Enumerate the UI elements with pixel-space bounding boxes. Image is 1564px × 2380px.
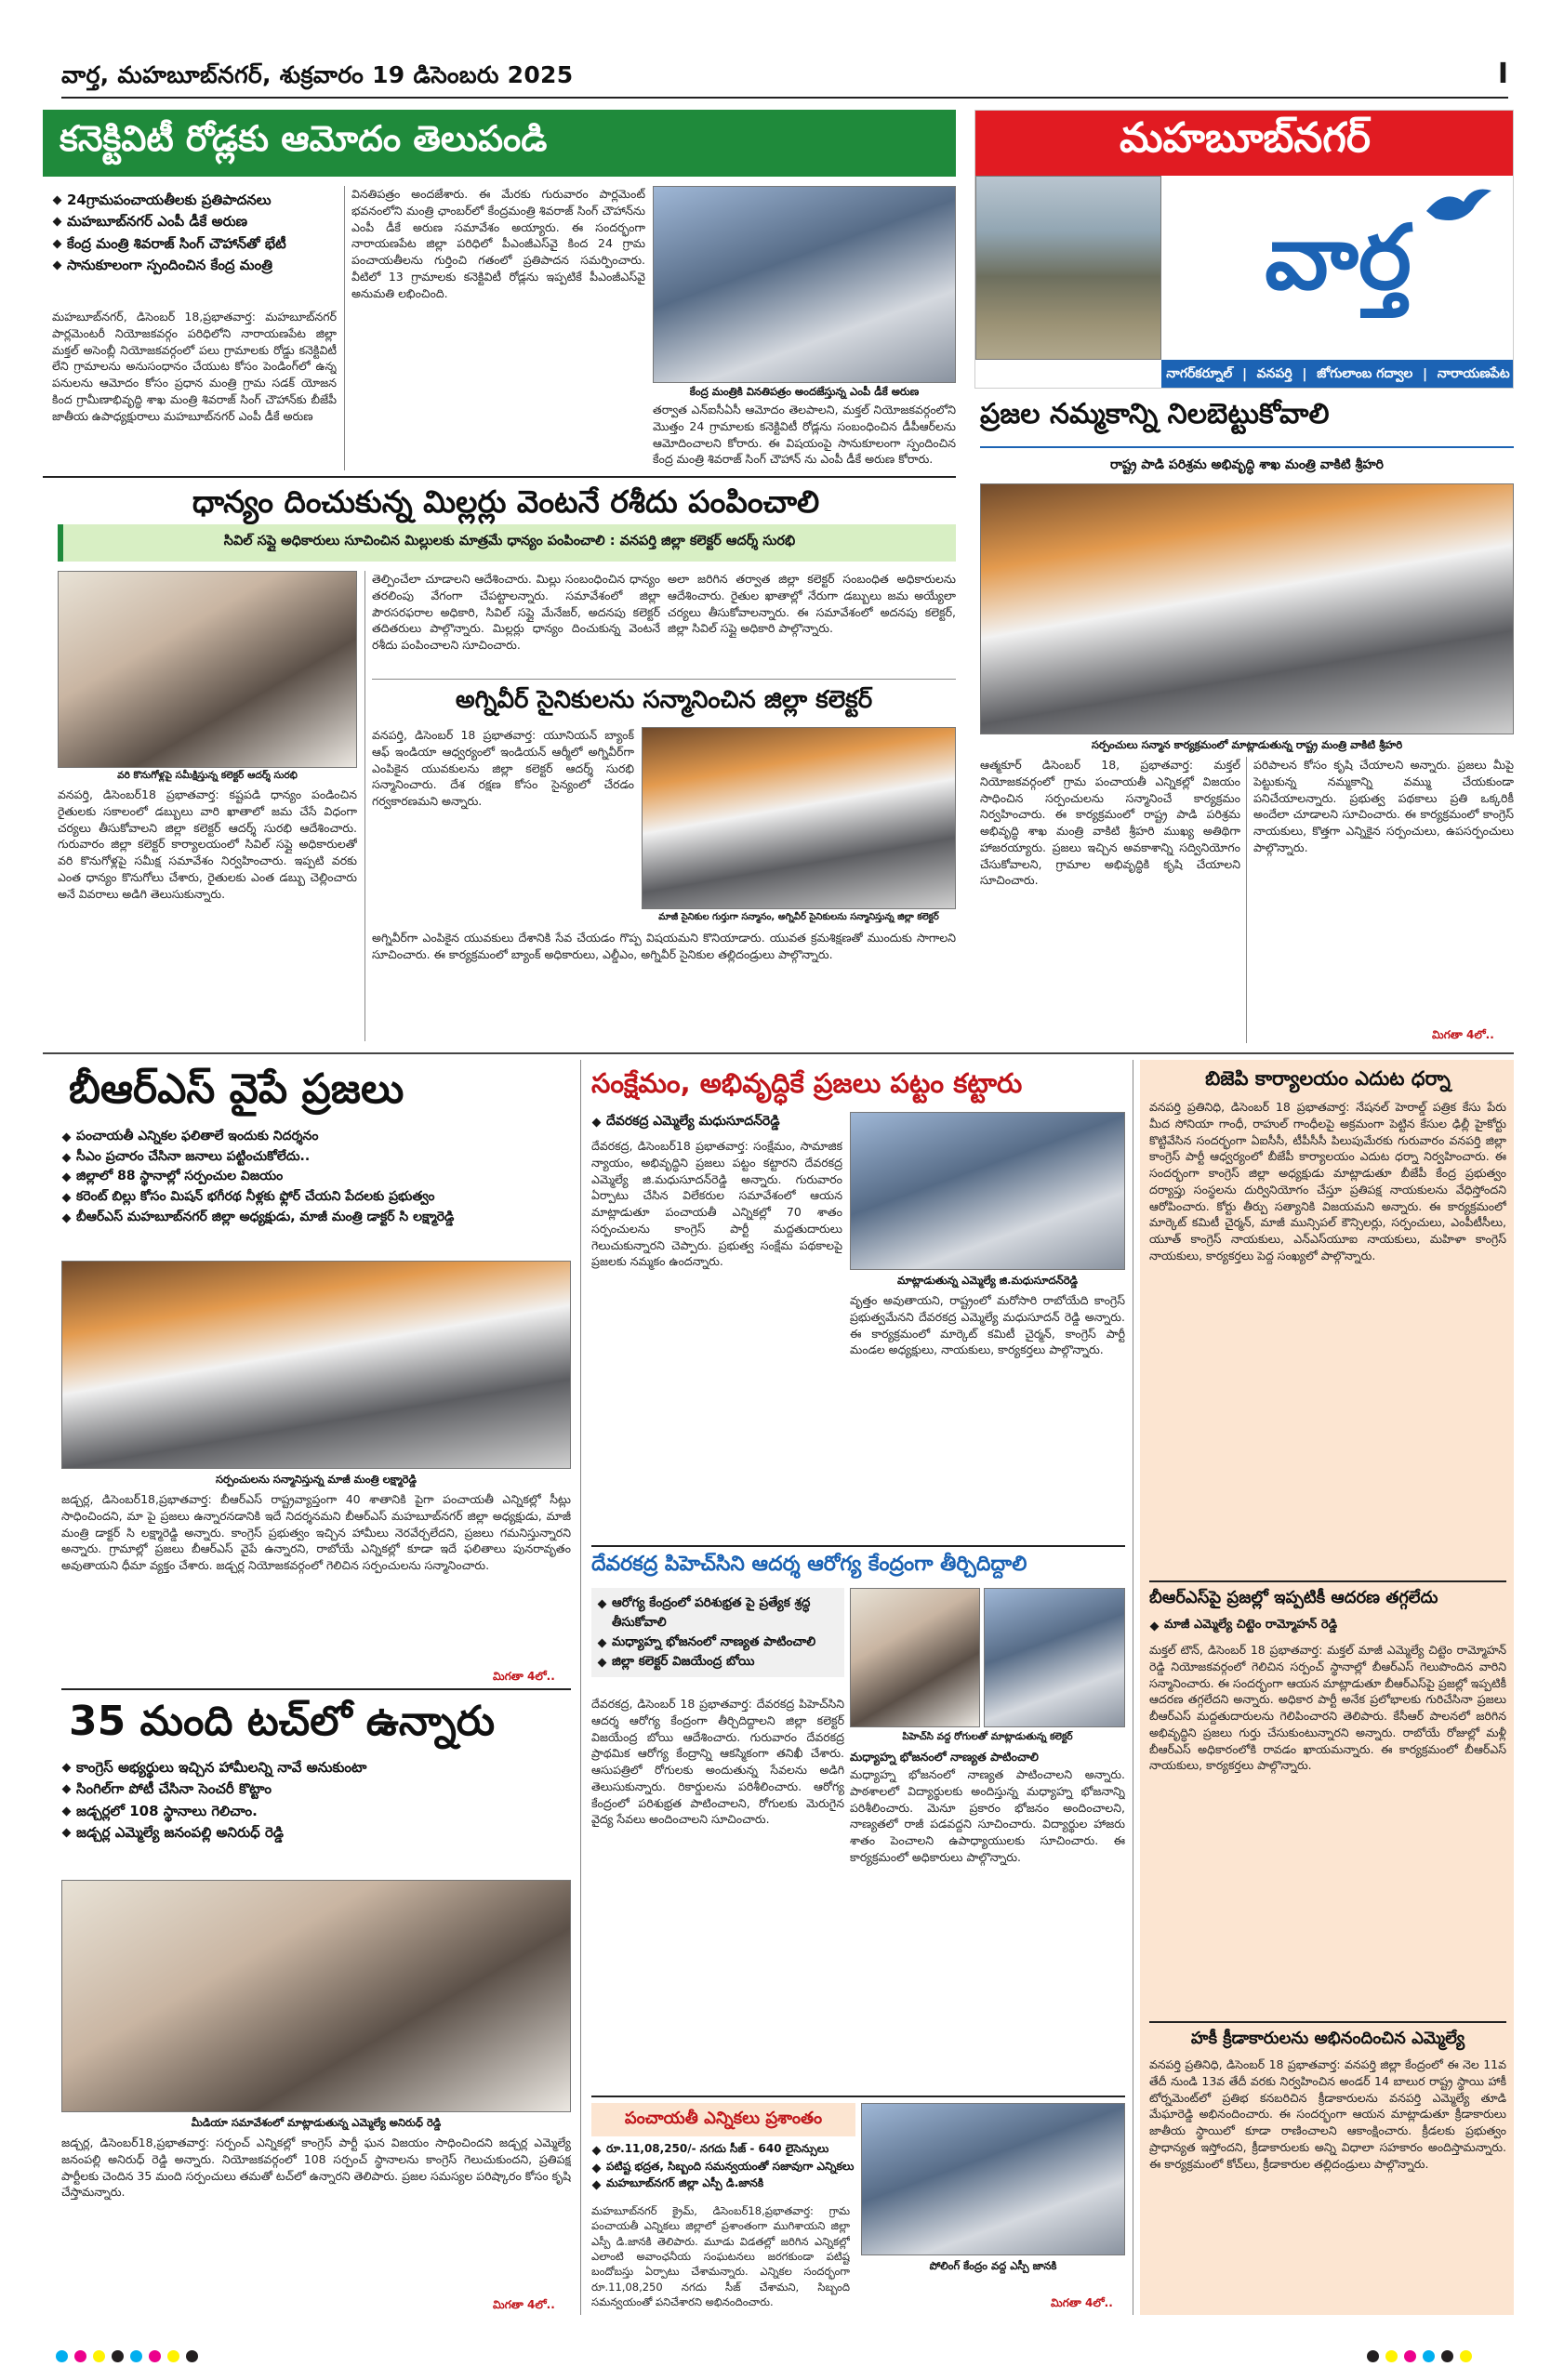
- magenta-dot: [74, 2350, 86, 2362]
- edition-label: నారాయణపేట: [1437, 365, 1510, 381]
- panchayat-bullet: రూ.11,08,250/- నగదు సీజ్ - 640 లైసెన్సులు: [591, 2140, 855, 2158]
- black-dot: [186, 2350, 198, 2362]
- section-rule: [43, 476, 956, 478]
- masthead-logo-area: [1161, 176, 1514, 360]
- trust-photo-caption: సర్పంచులు సన్మాన కార్యక్రమంలో మాట్లాడుతున్న రాష్ట్ర మంత్రి వాకిటి శ్రీహరి: [1091, 738, 1403, 751]
- section-rule: [591, 1545, 1125, 1547]
- agniveer-body-col2: అగ్నివీర్‌గా ఎంపికైన యువకులు దేశానికి సేవ చేయడం గొప్ప విషయమని కొనియాడారు. యువత క్రమశిక్షణతో ముందుకు సాగాలని సూచించారు. ఈ కార్యక్రమంలో బ్యాంక్ అధికారులు, ఎల్డీఎం, అగ్నివీర్ సైనికుల తల్లిదండ్రులు పాల్గొన్నారు.: [372, 931, 956, 961]
- connectivity-bullet: కేంద్ర మంత్రి శివరాజ్ సింగ్ చౌహాన్‌తో భేటీ: [52, 233, 344, 255]
- brs-bullet: సీఎం ప్రచారం చేసినా జనాలు పట్టించుకోలేదు..: [61, 1147, 567, 1168]
- brs2-bullet: మాజీ ఎమ్మెల్యే చిట్టెం రామ్మోహన్ రెడ్డి: [1149, 1616, 1506, 1634]
- trust-headline: ప్రజల నమ్మకాన్ని నిలబెట్టుకోవాలి: [980, 398, 1330, 430]
- connectivity-bullet: 24గ్రామపంచాయతీలకు ప్రతిపాదనలు: [52, 190, 344, 211]
- brs-bullet: కరెంట్ బిల్లు కోసం మిషన్ భగీరథ నీళ్లకు ఫ్లోర్ చేయని పేదలకు ప్రభుత్వం: [61, 1187, 567, 1208]
- panchayat-headline: పంచాయతీ ఎన్నికలు ప్రశాంతం: [624, 2108, 823, 2128]
- cyan-dot: [56, 2350, 68, 2362]
- welfare-body-col1: దేవరకద్ర, డిసెంబర్18 ప్రభాతవార్త: సంక్షేమం, సామాజిక న్యాయం, అభివృద్ధిని ప్రజలు పట్టం కట్టారని దేవరకద్ర ఎమ్మెల్యే జి.మధుసూదన్‌రెడ్డి అన్నారు. గురువారం ఏర్పాటు చేసిన విలేకరుల సమావేశంలో ఆయన మాట్లాడుతూ పంచాయతీ ఎన్నికల్లో 70 శాతం సర్పంచులను కాంగ్రెస్ పార్టీ మద్దతుదారులు గెలుచుకున్నారని చెప్పారు. ప్రభుత్వ సంక్షేమ పథకాలపై ప్రజలకు నమ్మకం ఉందన్నారు.: [591, 1139, 842, 1269]
- connectivity-bullets: [52, 190, 344, 276]
- hospital-bullet: జిల్లా కలెక్టర్ విజయేంద్ర బోయి: [597, 1652, 839, 1672]
- trust-photo: [980, 483, 1514, 734]
- yellow-dot: [167, 2350, 179, 2362]
- column-rule: [1246, 757, 1247, 1043]
- dove-icon: [1422, 183, 1496, 230]
- page-number: I: [1497, 58, 1508, 90]
- sports-headline: హకీ క్రీడాకారులను అభినందించిన ఎమ్మెల్యే: [1190, 2029, 1465, 2048]
- yellow-dot: [1460, 2350, 1472, 2362]
- section-rule: [61, 1688, 571, 1690]
- touch-body: జడ్చర్ల, డిసెంబర్18,ప్రభాతవార్త: సర్పంచ్ ఎన్నికల్లో కాంగ్రెస్ పార్టీ ఘన విజయం సాధించిందని జడ్చర్ల ఎమ్మెల్యే జనంపల్లి అనిరుధ్ రెడ్డి అన్నారు. నియోజకవర్గంలో 108 సర్పంచ్ స్థానాలను కాంగ్రెస్ గెలుచుకుందని, ప్రతిపక్ష పార్టీలకు చెందిన 35 మంది సర్పంచులు తమతో టచ్‌లో ఉన్నారని తెలిపారు. ప్రజల సమస్యల పరిష్కారం కోసం కృషి చేస్తామన్నారు.: [61, 2135, 571, 2200]
- edition-separator: |: [1302, 367, 1307, 382]
- masthead-dam-photo: [975, 176, 1161, 360]
- magenta-dot: [1404, 2350, 1416, 2362]
- edition-label: నాగర్‌కర్నూల్: [1166, 365, 1233, 381]
- panchayat-body: మహబూబ్‌నగర్ క్రైమ్, డిసెంబర్18,ప్రభాతవార్త: గ్రామ పంచాయతీ ఎన్నికలు జిల్లాలో ప్రశాంతంగా ముగిశాయని జిల్లా ఎస్పీ డి.జానకి తెలిపారు. మూడు విడతల్లో జరిగిన ఎన్నికల్లో ఎలాంటి అవాంఛనీయ సంఘటనలు జరగకుండా పటిష్ట బందోబస్తు ఏర్పాటు చేశామన్నారు. ఎన్నికల సందర్భంగా రూ.11,08,250 నగదు సీజ్ చేశామని, సిబ్బంది సమన్వయంతో పనిచేశారని అభినందించారు.: [591, 2204, 850, 2308]
- millers-body-col1: వనపర్తి, డిసెంబర్18 ప్రభాతవార్త: కష్టపడి ధాన్యం పండించిన రైతులకు సకాలంలో డబ్బులు వారి ఖాతాలో జమ చేసే విధంగా చర్యలు తీసుకోవాలని జిల్లా కలెక్టర్ ఆదర్శ్ సురభి ఆదేశించారు. గురువారం జిల్లా కలెక్టర్ కార్యాలయంలో సివిల్ సప్లై అధికారులతో వరి కొనుగోళ్లపై సమీక్ష సమావేశం నిర్వహించారు. ఇప్పటి వరకు ఎంత ధాన్యం కొనుగోలు చేశారు, రైతులకు ఎంత డబ్బు చెల్లించారు అనే వివరాలు అడిగి తెలుసుకున్నారు.: [58, 787, 357, 901]
- brs-bullet: పంచాయతీ ఎన్నికల ఫలితాలే ఇందుకు నిదర్శనం: [61, 1127, 567, 1147]
- touch-bullets: [61, 1757, 571, 1844]
- connectivity-body-col3: తర్వాత ఎన్ఐసీఏసీ ఆమోదం తెలపాలని, మక్తల్ నియోజకవర్గంలోని మొత్తం 24 గ్రామాలకు కనెక్టివిటీ రోడ్లను సంబంధించిన డీపీఆర్‌లను ఆమోదించాలని కోరారు. ఈ విషయంపై సానుకూలంగా స్పందించిన కేంద్ర మంత్రి శివరాజ్ సింగ్ చౌహాన్ ను ఎంపీ డీకే అరుణ కోరారు.: [653, 403, 956, 467]
- panchayat-bullets: [591, 2140, 855, 2192]
- brs-body: జడ్చర్ల, డిసెంబర్18,ప్రభాతవార్త: బీఆర్ఎస్ రాష్ట్రవ్యాప్తంగా 40 శాతానికి పైగా పంచాయతీ ఎన్నికల్లో సీట్లు సాధించిందని, మా పై ప్రజలు ఉన్నారనడానికి ఇదే నిదర్శనమని బీఆర్ఎస్ మహబూబ్‌నగర్ జిల్లా అధ్యక్షుడు, మాజీ మంత్రి డాక్టర్ సి లక్ష్మారెడ్డి అన్నారు. కాంగ్రెస్ ప్రభుత్వం ఇచ్చిన హామీలు నెరవేర్చలేదని, ప్రజలు గమనిస్తున్నారని అన్నారు. గ్రామాల్లో ప్రజలు బీఆర్ఎస్ వైపే ఉన్నారని, రాబోయే ఎన్నికల్లో కూడా ఇదే ఫలితాలు పునరావృతం అవుతాయని ధీమా వ్యక్తం చేశారు. జడ్చర్ల నియోజకవర్గంలో గెలిచిన సర్పంచులను సన్మానించారు.: [61, 1492, 571, 1572]
- trust-body-col2: పరిపాలన కోసం కృషి చేయాలని అన్నారు. ప్రజలు మీపై పెట్టుకున్న నమ్మకాన్ని వమ్ము చేయకుండా పనిచేయాలన్నారు. ప్రభుత్వ పథకాలు ప్రతి ఒక్కరికీ అందేలా చూడాలని సూచించారు. ఈ కార్యక్రమంలో కాంగ్రెస్ నాయకులు, కొత్తగా ఎన్నికైన సర్పంచులు, ఉపసర్పంచులు పాల్గొన్నారు.: [1253, 758, 1514, 854]
- column-rule: [344, 186, 345, 470]
- cyan-dot: [130, 2350, 142, 2362]
- masthead-paper-name: వార్త: [1265, 204, 1412, 310]
- edition-label: జోగులాంబ గద్వాల: [1317, 365, 1413, 381]
- connectivity-photo: [653, 186, 956, 383]
- connectivity-headline-band: [43, 110, 956, 177]
- color-registration-dots: [1367, 2348, 1478, 2366]
- panchayat-bullet: పటిష్ట భద్రత, సిబ్బంది సమన్వయంతో సజావుగా ఎన్నికలు: [591, 2158, 855, 2175]
- panchayat-bullet: మహబూబ్‌నగర్ జిల్లా ఎస్పీ డి.జానకి: [591, 2175, 855, 2192]
- welfare-photo: [850, 1112, 1125, 1270]
- brs-photo-caption: సర్పంచులను సన్మానిస్తున్న మాజీ మంత్రి లక్ష్మారెడ్డి: [215, 1473, 417, 1486]
- bjp-headline: బిజెపి కార్యాలయం ఎదుట ధర్నా: [1205, 1067, 1451, 1090]
- panchayat-continued: మిగతా 4లో..: [1051, 2296, 1113, 2309]
- connectivity-bullet: మహబూబ్‌నగర్ ఎంపీ డీకే అరుణ: [52, 211, 344, 232]
- yellow-dot: [93, 2350, 105, 2362]
- hospital-photo-1: [850, 1588, 980, 1727]
- section-rule: [372, 679, 956, 680]
- agniveer-body-col1: వనపర్తి, డిసెంబర్ 18 ప్రభాతవార్త: యూనియన్ బ్యాంక్ ఆఫ్ ఇండియా ఆధ్వర్యంలో ఇండియన్ ఆర్మీలో అగ్నివీర్‌గా ఎంపికైన యువకులను జిల్లా కలెక్టర్ ఆదర్శ్ సురభి సన్మానించారు. దేశ రక్షణ కోసం సైన్యంలో చేరడం గర్వకారణమని అన్నారు.: [372, 728, 634, 808]
- agniveer-photo-caption: మాజీ సైనికుల గుర్తుగా సన్మానం, అగ్నివీర్ సైనికులను సన్మానిస్తున్న జిల్లా కలెక్టర్: [658, 912, 939, 922]
- column-rule: [364, 571, 365, 1041]
- welfare-photo-caption: మాట్లాడుతున్న ఎమ్మెల్యే జి.మధుసూదన్‌రెడ్డి: [896, 1274, 1079, 1287]
- hospital-bullet: మధ్యాహ్న భోజనంలో నాణ్యత పాటించాలి: [597, 1633, 839, 1652]
- trust-subhead: రాష్ట్ర పాడి పరిశ్రమ అభివృద్ధి శాఖ మంత్రి వాకిటి శ్రీహరి: [1110, 457, 1384, 472]
- masthead: [974, 110, 1514, 389]
- color-registration-dots: [56, 2348, 205, 2366]
- millers-photo: [58, 571, 357, 768]
- millers-headline: ధాన్యం దించుకున్న మిల్లర్లు వెంటనే రశీదు పంపించాలి: [192, 483, 820, 520]
- sports-body: వనపర్తి ప్రతినిధి, డిసెంబర్ 18 ప్రభాతవార్త: వనపర్తి జిల్లా కేంద్రంలో ఈ నెల 11వ తేదీ నుండి 13వ తేదీ వరకు నిర్వహించిన అండర్ 14 బాలుర రాష్ట్ర స్థాయి హాకీ టోర్నమెంట్‌లో ప్రతిభ కనబరిచిన క్రీడాకారులను వనపర్తి ఎమ్మెల్యే తూడి మేఘారెడ్డి అభినందించారు. ఈ సందర్భంగా ఆయన మాట్లాడుతూ క్రీడాకారులు జాతీయ స్థాయిలో కూడా రాణించాలని ఆకాంక్షించారు. క్రీడలకు ప్రభుత్వం ప్రాధాన్యత ఇస్తోందని, క్రీడాకారులకు అన్ని విధాలా సహకారం అందిస్తామన్నారు. ఈ కార్యక్రమంలో కోచ్‌లు, క్రీడాకారుల తల్లిదండ్రులు పాల్గొన్నారు.: [1149, 2057, 1506, 2171]
- touch-continued: మిగతా 4లో..: [493, 2298, 555, 2311]
- millers-body-col2: తెల్పించేలా చూడాలని ఆదేశించారు. మిల్లు సంబంధించిన ధాన్యం తరలింపు వేగంగా చేపట్టాలన్నారు. సమావేశంలో జిల్లా పౌరసరఫరాల అధికారి, సివిల్ సప్లై మేనేజర్, అదనపు కలెక్టర్ తదితరులు పాల్గొన్నారు. మిల్లర్లు ధాన్యం దించుకున్న వెంటనే రశీదు పంపించాలని సూచించారు.: [372, 572, 660, 652]
- cyan-dot: [1423, 2350, 1435, 2362]
- column-rule: [580, 1060, 581, 2315]
- brs-bullet: బీఆర్ఎస్ మహబూబ్‌నగర్ జిల్లా అధ్యక్షుడు, మాజీ మంత్రి డాక్టర్ సి లక్ష్మారెడ్డి: [61, 1208, 567, 1228]
- header-rule: [61, 97, 1508, 99]
- welfare-body-col2: వృత్తం అవుతాయని, రాష్ట్రంలో మరోసారి రాబోయేది కాంగ్రెస్ ప్రభుత్వమేనని దేవరకద్ర ఎమ్మెల్యే మధుసూదన్ రెడ్డి అన్నారు. ఈ కార్యక్రమంలో మార్కెట్ కమిటీ చైర్మన్, కాంగ్రెస్ పార్టీ మండల అధ్యక్షులు, నాయకులు, కార్యకర్తలు పాల్గొన్నారు.: [850, 1293, 1125, 1357]
- panchayat-photo-caption: పోలింగ్ కేంద్రం వద్ద ఎస్పీ జానకి: [929, 2259, 1057, 2272]
- hospital-photo-2: [984, 1588, 1125, 1727]
- section-rule: [1149, 2021, 1506, 2023]
- brs2-headline: బీఆర్ఎస్‌పై ప్రజల్లో ఇప్పటికీ ఆదరణ తగ్గలేదు: [1149, 1588, 1438, 1607]
- agniveer-photo: [642, 727, 956, 909]
- running-head: వార్త, మహబూబ్‌నగర్, శుక్రవారం 19 డిసెంబరు 2025: [61, 61, 574, 88]
- touch-bullet: జడ్చర్ల ఎమ్మెల్యే జనంపల్లి అనిరుధ్ రెడ్డి: [61, 1822, 571, 1844]
- connectivity-photo-caption: కేంద్ర మంత్రికి వినతిపత్రం అందజేస్తున్న ఎంపీ డీకే అరుణ: [689, 385, 920, 398]
- yellow-dot: [1385, 2350, 1398, 2362]
- trust-rule: [980, 446, 1514, 448]
- section-rule: [591, 2096, 1125, 2097]
- panchayat-headline-band: [591, 2103, 855, 2136]
- bjp-body: వనపర్తి ప్రతినిధి, డిసెంబర్ 18 ప్రభాతవార్త: నేషనల్ హెరాల్డ్ పత్రిక కేసు పేరు మీద సోనియా గాంధీ, రాహుల్ గాంధీలపై అక్రమంగా పెట్టిన కేసుల ఢిల్లీ హైకోర్టు కొట్టివేసిన సందర్భంగా ఏఐసీసీ, టీపీసీసీ పిలుపుమేరకు గురువారం వనపర్తి జిల్లా కాంగ్రెస్ పార్టీ ఆధ్వర్యంలో బీజేపీ కార్యాలయం ఎదుట ధర్నా నిర్వహించారు. ఈ సందర్భంగా కాంగ్రెస్ జిల్లా అధ్యక్షుడు మాట్లాడుతూ బీజేపీ కేంద్ర ప్రభుత్వం దర్యాప్తు సంస్థలను దుర్వినియోగం చేస్తూ ప్రతిపక్ష నాయకులను వేధిస్తోందని ఆరోపించారు. కోర్టు తీర్పు సత్యానికి విజయమని అన్నారు. ఈ కార్యక్రమంలో మార్కెట్ కమిటీ చైర్మన్, మాజీ మున్సిపల్ కౌన్సిలర్లు, సర్పంచులు, ఎంపీటీసీలు, యూత్ కాంగ్రెస్ నాయకులు, ఎన్ఎస్‌యూఐ నాయకులు, మహిళా కాంగ్రెస్ నాయకులు, కార్యకర్తలు పెద్ద సంఖ్యలో పాల్గొన్నారు.: [1149, 1100, 1506, 1263]
- edition-label: వనపర్తి: [1256, 365, 1292, 381]
- connectivity-body-col1: మహబూబ్‌నగర్, డిసెంబర్ 18,ప్రభాతవార్త: మహబూబ్‌నగర్ పార్లమెంటరీ నియోజకవర్గం పరిధిలోని నారాయణపేట జిల్లా మక్తల్ అసెంబ్లీ నియోజకవర్గంలో పలు గ్రామాలకు రోడ్డు కనెక్టివిటీ లేని గ్రామాలను అనుసంధానం చేయుట కోసం పెండింగ్‌లో ఉన్న పనులను ఆమోదం కోసం ప్రధాన మంత్రి గ్రామ సడక్ యోజన కింద గ్రామీణాభివృద్ధి శాఖ మంత్రి శివరాజ్ సింగ్ చౌహాన్‌కు బీజేపీ జాతీయ ఉపాధ్యక్షురాలు మహబూబ్‌నగర్ ఎంపీ డీకే అరుణ: [52, 310, 337, 423]
- connectivity-headline: కనెక్టివిటీ రోడ్లకు ఆమోదం తెలుపండి: [60, 118, 548, 159]
- welfare-bullets: [591, 1112, 852, 1132]
- masthead-district: మహబూబ్‌నగర్: [975, 111, 1514, 176]
- brs-photo: [61, 1261, 571, 1469]
- agniveer-headline: అగ్నివీర్ సైనికులను సన్మానించిన జిల్లా కలెక్టర్: [455, 686, 873, 714]
- section-rule: [43, 1052, 1514, 1054]
- black-dot: [112, 2350, 124, 2362]
- brs-bullet: జిల్లాలో 88 స్థానాల్లో సర్పంచుల విజయం: [61, 1167, 567, 1187]
- touch-bullet: సింగిల్‌గా పోటీ చేసినా సెంచరీ కొట్టాం: [61, 1778, 571, 1800]
- millers-body-col3: అలా జరిగిన తర్వాత జిల్లా కలెక్టర్ సంబంధిత అధికారులను ఆదేశించారు. రైతుల ఖాతాల్లో నేరుగా డబ్బులు జమ అయ్యేలా చర్యలు తీసుకోవాలన్నారు. ఈ సమావేశంలో అదనపు కలెక్టర్, జిల్లా సివిల్ సప్లై అధికారి పాల్గొన్నారు.: [668, 572, 956, 636]
- brs-continued: మిగతా 4లో..: [493, 1670, 555, 1683]
- millers-photo-caption: వరి కొనుగోళ్లపై సమీక్షిస్తున్న కలెక్టర్ ఆదర్శ్ సురభి: [117, 770, 298, 781]
- touch-headline: 35 మంది టచ్‌లో ఉన్నారు: [69, 1698, 496, 1745]
- edition-separator: |: [1422, 367, 1428, 382]
- edition-separator: |: [1241, 367, 1248, 382]
- hospital-body-col1: దేవరకద్ర, డిసెంబర్ 18 ప్రభాతవార్త: దేవరకద్ర పిహెచ్‌సిని ఆదర్శ ఆరోగ్య కేంద్రంగా తీర్చిదిద్దాలని జిల్లా కలెక్టర్ విజయేంద్ర బోయి ఆదేశించారు. గురువారం దేవరకద్ర ప్రాథమిక ఆరోగ్య కేంద్రాన్ని ఆకస్మికంగా తనిఖీ చేశారు. ఆసుపత్రిలో రోగులకు అందుతున్న సేవలను అడిగి తెలుసుకున్నారు. రికార్డులను పరిశీలించారు. ఆరోగ్య కేంద్రంలో పరిశుభ్రత పాటించాలని, రోగులకు మెరుగైన వైద్య సేవలు అందించాలని సూచించారు.: [591, 1697, 844, 1827]
- touch-photo: [61, 1880, 571, 2112]
- masthead-editions: [1161, 360, 1514, 389]
- hospital-body-col2: మధ్యాహ్న భోజనంలో నాణ్యత పాటించాలని అన్నారు. పాఠశాలలో విద్యార్థులకు అందిస్తున్న మధ్యాహ్న భోజనాన్ని పరిశీలించారు. మెనూ ప్రకారం భోజనం అందించాలని, నాణ్యతలో రాజీ పడవద్దని సూచించారు. విద్యార్థుల హాజరు శాతం పెంచాలని ఉపాధ్యాయులకు సూచించారు. ఈ కార్యక్రమంలో అధికారులు పాల్గొన్నారు.: [850, 1767, 1125, 1864]
- brs2-bullets: [1149, 1616, 1506, 1634]
- hospital-headline: దేవరకద్ర పిహెచ్‌సిని ఆదర్శ ఆరోగ్య కేంద్రంగా తీర్చిదిద్దాలి: [591, 1553, 1027, 1576]
- brs-headline: బీఆర్ఎస్ వైపే ప్రజలు: [69, 1065, 404, 1113]
- touch-bullet: కాంగ్రెస్ అభ్యర్థులు ఇచ్చిన హామీలన్ని నావే అనుకుంటా: [61, 1757, 571, 1778]
- hospital-photo1-caption: పిహెచ్‌సి వద్ద రోగులతో మాట్లాడుతున్న కలెక్టర్: [902, 1731, 1073, 1742]
- connectivity-bullet: సానుకూలంగా స్పందించిన కేంద్ర మంత్రి: [52, 255, 344, 276]
- connectivity-body-col2: వినతిపత్రం అందజేశారు. ఈ మేరకు గురువారం పార్లమెంట్ భవనంలోని మంత్రి ఛాంబర్‌లో కేంద్రమంత్రి శివరాజ్ సింగ్ చౌహాన్‌ను ఎంపీ డీకే అరుణ సమావేశం అయ్యారు. ఈ సందర్భంగా నారాయణపేట జిల్లా పరిధిలో పీఎంజీఎస్‌వై కింద 24 గ్రామ పంచాయతీలను గుర్తించి గతంలో ప్రతిపాదన సమర్పించారు. వీటిలో 13 గ్రామాలకు కనెక్టివిటీ రోడ్లను ఇప్పటికే పీఎంజీఎస్‌వై అనుమతి లభించింది.: [351, 187, 645, 300]
- hospital-photo2-caption: మధ్యాహ్న భోజనంలో నాణ్యత పాటించాలి: [850, 1750, 1039, 1764]
- black-dot: [1441, 2350, 1453, 2362]
- brs2-body: మక్తల్ టౌన్, డిసెంబర్ 18 ప్రభాతవార్త: మక్తల్ మాజీ ఎమ్మెల్యే చిట్టెం రామ్మోహన్ రెడ్డి నియోజకవర్గంలో గెలిచిన సర్పంచ్ స్థానాల్లో బీఆర్ఎస్ గెలుపొందిన వారిని సన్మానించారు. ఈ సందర్భంగా ఆయన మాట్లాడుతూ బీఆర్ఎస్‌పై ప్రజల్లో ఇప్పటికీ ఆదరణ తగ్గలేదని అన్నారు. అధికార పార్టీ అనేక ప్రలోభాలకు గురిచేసినా ప్రజలు బీఆర్ఎస్ మద్దతుదారులను గెలిపించారని తెలిపారు. కేసీఆర్ పాలనలో జరిగిన అభివృద్ధిని ప్రజలు గుర్తు చేసుకుంటున్నారని అన్నారు. రాబోయే రోజుల్లో మళ్లీ బీఆర్ఎస్ అధికారంలోకి రావడం ఖాయమన్నారు. ఈ కార్యక్రమంలో బీఆర్ఎస్ నాయకులు, కార్యకర్తలు పాల్గొన్నారు.: [1149, 1643, 1506, 1773]
- trust-body-col1: ఆత్మకూర్ డిసెంబర్ 18, ప్రభాతవార్త: మక్తల్ నియోజకవర్గంలో గ్రామ పంచాయతీ ఎన్నికల్లో విజయం సాధించిన సర్పంచులను సన్మానించే కార్యక్రమం నిర్వహించారు. ఈ కార్యక్రమంలో రాష్ట్ర పాడి పరిశ్రమ అభివృద్ధి శాఖ మంత్రి వాకిటి శ్రీహరి ముఖ్య అతిథిగా హాజరయ్యారు. ప్రజలు ఇచ్చిన అవకాశాన్ని సద్వినియోగం చేసుకోవాలని, గ్రామాల అభివృద్ధికి కృషి చేయాలని సూచించారు.: [980, 758, 1240, 888]
- hospital-bullet: ఆరోగ్య కేంద్రంలో పరిశుభ్రత పై ప్రత్యేక శ్రద్ధ తీసుకోవాలి: [597, 1593, 839, 1633]
- welfare-bullet: దేవరకద్ర ఎమ్మెల్యే మధుసూదన్‌రెడ్డి: [591, 1112, 852, 1132]
- hospital-bullets: [591, 1588, 844, 1677]
- section-rule: [1149, 1580, 1506, 1582]
- touch-photo-caption: మీడియా సమావేశంలో మాట్లాడుతున్న ఎమ్మెల్యే అనిరుధ్ రెడ్డి: [191, 2116, 442, 2129]
- trust-continued: మిగతా 4లో..: [1432, 1028, 1494, 1041]
- panchayat-photo: [861, 2103, 1125, 2255]
- welfare-headline: సంక్షేమం, అభివృద్ధికే ప్రజలు పట్టం కట్టారు: [591, 1067, 1023, 1099]
- brs-bullets: [61, 1127, 567, 1227]
- millers-subhead: సివిల్ సప్లై అధికారులు సూచించిన మిల్లులకు మాత్రమే ధాన్యం పంపించాలి : వనపర్తి జిల్లా కలెక్టర్ ఆదర్శ్ సురభి: [58, 524, 956, 562]
- black-dot: [1367, 2350, 1379, 2362]
- touch-bullet: జడ్చర్లలో 108 స్థానాలు గెలిచాం.: [61, 1801, 571, 1822]
- magenta-dot: [149, 2350, 161, 2362]
